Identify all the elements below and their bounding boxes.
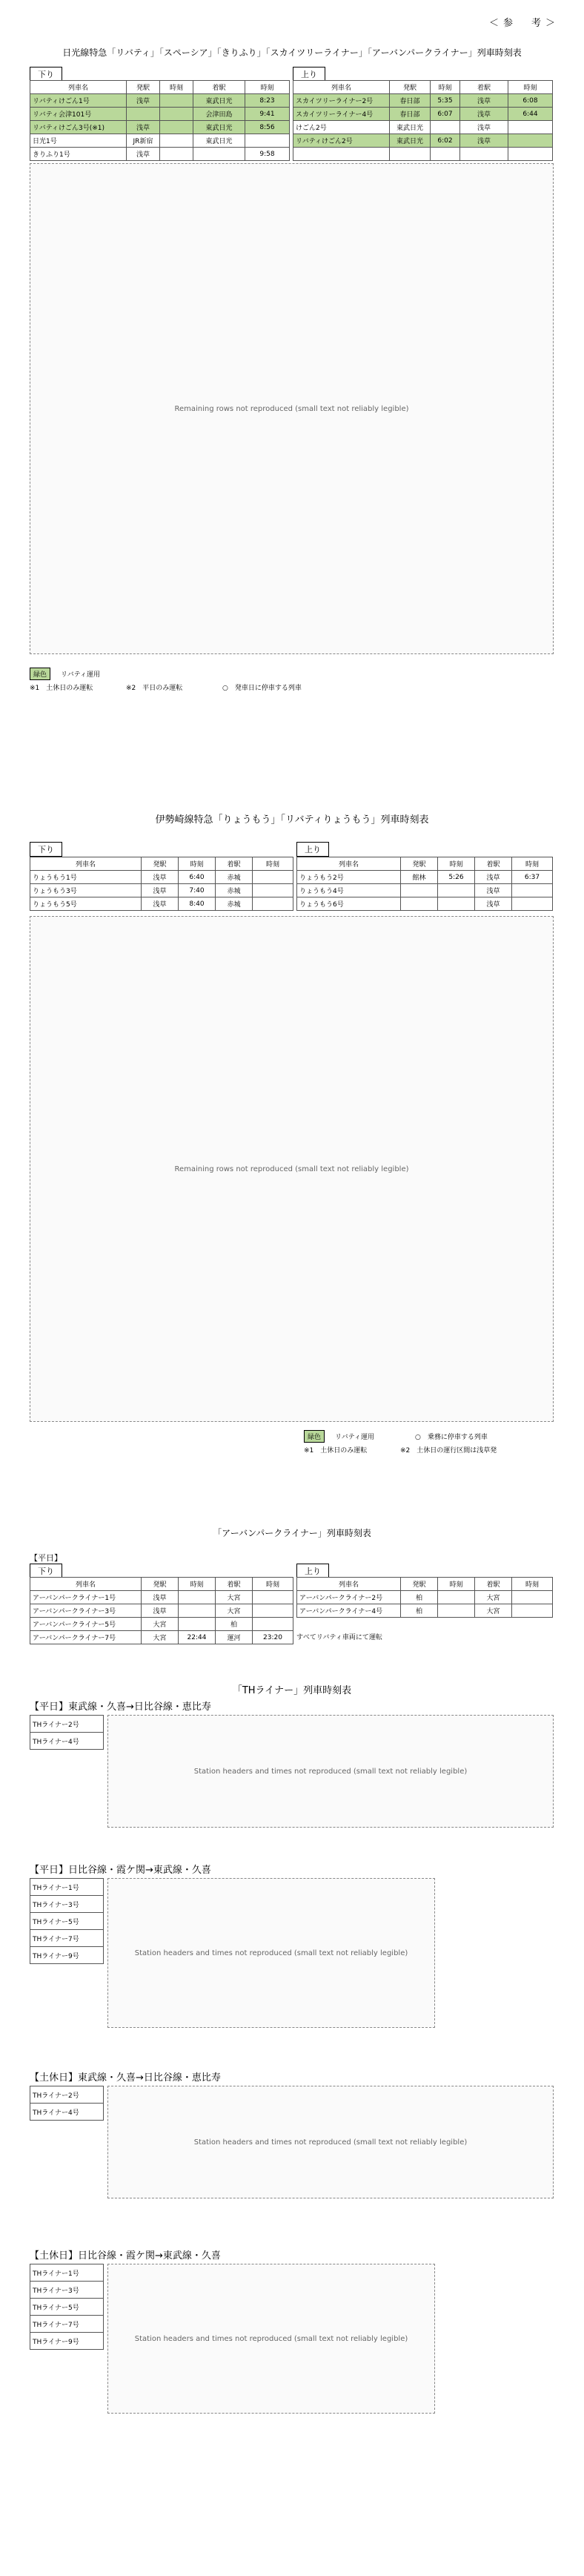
table-row: THライナー1号 (30, 2264, 104, 2282)
thliner-title: 「THライナー」列車時刻表 (232, 1685, 352, 1696)
legend-colored-text: リバティ運用 (61, 671, 101, 679)
header-time: 時刻 (253, 857, 293, 871)
urbanpark-down-table (30, 1577, 293, 1644)
header-time: 時刻 (512, 857, 553, 871)
table-row: スカイツリーライナー4号 春日部 6:07 浅草 6:44 (293, 108, 553, 121)
urbanpark-title: 「アーバンパークライナー」列車時刻表 (213, 1528, 371, 1538)
table-row: アーバンパークライナー2号 柏 大宮 (297, 1591, 553, 1604)
legend-colored-swatch: 緑色 (30, 668, 50, 680)
header-from: 発駅 (401, 857, 438, 871)
table-row: アーバンパークライナー4号 柏 大宮 (297, 1604, 553, 1618)
header-time: 時刻 (438, 857, 475, 871)
table-row: アーバンパークライナー7号 大宮 22:44 運河 23:20 (30, 1631, 293, 1644)
nikko-rows-placeholder: Remaining rows not reproduced (small text not reliably legible) (30, 163, 554, 654)
isesaki-note1: ※1 土休日のみ運転 (304, 1447, 368, 1455)
th-table-1-title: 【平日】東武線・久喜→日比谷線・恵比寿 (30, 1702, 211, 1713)
table-row: りょうもう3号 浅草 7:40 赤城 (30, 884, 293, 897)
table-row: THライナー3号 (30, 1896, 104, 1913)
header-train: 列車名 (297, 857, 401, 871)
table-row: THライナー9号 (30, 2333, 104, 2350)
header-time: 時刻 (438, 1578, 475, 1591)
table-row: アーバンパークライナー5号 大宮 柏 (30, 1618, 293, 1631)
header-to: 着駅 (475, 1578, 512, 1591)
table-row: THライナー4号 (30, 2104, 104, 2121)
header-from: 発駅 (401, 1578, 438, 1591)
th-table-2-title: 【平日】日比谷線・霞ケ関→東武線・久喜 (30, 1865, 211, 1876)
nikko-note3: ○ 発車日に停車する列車 (222, 685, 302, 692)
header-to: 着駅 (460, 81, 508, 94)
th-table-2-rows (30, 1878, 104, 1964)
header-from: 発駅 (142, 857, 179, 871)
nikko-title: 日光線特急「リバティ」「スペーシア」「きりふり」「スカイツリーライナー」「アーバンパークライナー」列車時刻表 (62, 47, 522, 58)
header-to: 着駅 (216, 857, 253, 871)
table-row: リバティけごん2号 東武日光 6:02 浅草 (293, 134, 553, 148)
th-table-3-grid-placeholder: Station headers and times not reproduced (small text not reliably legible) (107, 2086, 554, 2198)
table-row: THライナー5号 (30, 1913, 104, 1930)
nikko-note1: ※1 土休日のみ運転 (30, 685, 93, 692)
table-row: リバティけごん3号(※1) 浅草 東武日光 8:56 (30, 121, 290, 134)
th-table-3-rows (30, 2086, 104, 2121)
urbanpark-down-label: 下り (30, 1564, 62, 1578)
table-row: アーバンパークライナー1号 浅草 大宮 (30, 1591, 293, 1604)
header-time: 時刻 (431, 81, 460, 94)
table-row: りょうもう6号 浅草 (297, 897, 553, 911)
header-train: 列車名 (30, 1578, 142, 1591)
table-row: スカイツリーライナー2号 春日部 5:35 浅草 6:08 (293, 94, 553, 108)
table-row: リバティ会津101号 会津田島 9:41 (30, 108, 290, 121)
table-row: りょうもう1号 浅草 6:40 赤城 (30, 871, 293, 884)
header-to: 着駅 (193, 81, 245, 94)
header-time: 時刻 (253, 1578, 293, 1591)
isesaki-down-label: 下り (30, 842, 62, 857)
nikko-note2: ※2 平日のみ運転 (126, 685, 183, 692)
table-row: THライナー1号 (30, 1879, 104, 1896)
table-row (293, 148, 553, 161)
isesaki-up-label: 上り (296, 842, 329, 857)
reference-label: ＜参 考＞ (489, 18, 560, 29)
table-row: THライナー7号 (30, 2316, 104, 2333)
urbanpark-footnote: すべてリバティ車両にて運転 (296, 1634, 382, 1641)
header-time: 時刻 (179, 857, 216, 871)
urbanpark-up-table (296, 1577, 553, 1618)
table-row: THライナー7号 (30, 1930, 104, 1947)
header-train: 列車名 (293, 81, 390, 94)
table-row: THライナー2号 (30, 2086, 104, 2104)
header-time: 時刻 (512, 1578, 553, 1591)
table-row: アーバンパークライナー3号 浅草 大宮 (30, 1604, 293, 1618)
header-time: 時刻 (179, 1578, 216, 1591)
header-train: 列車名 (297, 1578, 401, 1591)
legend-colored-text: リバティ運用 (335, 1434, 375, 1441)
table-row: THライナー3号 (30, 2282, 104, 2299)
urbanpark-up-label: 上り (296, 1564, 329, 1578)
header-to: 着駅 (475, 857, 512, 871)
isesaki-up-table (296, 857, 553, 911)
isesaki-note2: ※2 土休日の運行区間は浅草発 (400, 1447, 497, 1455)
header-from: 発駅 (390, 81, 431, 94)
th-table-2-grid-placeholder: Station headers and times not reproduced (small text not reliably legible) (107, 1878, 435, 2028)
table-row: りょうもう4号 浅草 (297, 884, 553, 897)
header-train: 列車名 (30, 81, 127, 94)
legend-colored-swatch: 緑色 (304, 1430, 325, 1443)
th-table-4-grid-placeholder: Station headers and times not reproduced (small text not reliably legible) (107, 2264, 435, 2414)
th-table-4-title: 【土休日】日比谷線・霞ケ関→東武線・久喜 (30, 2250, 221, 2262)
table-row: THライナー5号 (30, 2299, 104, 2316)
nikko-down-table (30, 80, 290, 161)
header-to: 着駅 (216, 1578, 253, 1591)
header-time: 時刻 (160, 81, 193, 94)
isesaki-down-table (30, 857, 293, 911)
table-row: りょうもう2号 館林 5:26 浅草 6:37 (297, 871, 553, 884)
urbanpark-weekday-label: 【平日】 (30, 1553, 62, 1563)
header-time: 時刻 (508, 81, 553, 94)
table-row: THライナー2号 (30, 1716, 104, 1733)
nikko-up-table (293, 80, 553, 161)
table-row: きりふり1号 浅草 9:58 (30, 148, 290, 161)
table-row: 日光1号 JR新宿 東武日光 (30, 134, 290, 148)
th-table-1-rows (30, 1715, 104, 1750)
table-row: THライナー9号 (30, 1947, 104, 1964)
table-row: りょうもう5号 浅草 8:40 赤城 (30, 897, 293, 911)
nikko-down-label: 下り (30, 67, 62, 82)
table-row: けごん2号 東武日光 浅草 (293, 121, 553, 134)
table-row: THライナー4号 (30, 1733, 104, 1750)
isesaki-rows-placeholder: Remaining rows not reproduced (small text not reliably legible) (30, 916, 554, 1422)
nikko-up-label: 上り (293, 67, 325, 82)
th-table-4-rows (30, 2264, 104, 2350)
header-train: 列車名 (30, 857, 142, 871)
header-from: 発駅 (142, 1578, 179, 1591)
table-row: リバティけごん1号 浅草 東武日光 8:23 (30, 94, 290, 108)
th-table-1-grid-placeholder: Station headers and times not reproduced (small text not reliably legible) (107, 1715, 554, 1828)
header-time: 時刻 (245, 81, 290, 94)
header-from: 発駅 (127, 81, 160, 94)
isesaki-title: 伊勢崎線特急「りょうもう」「リバティりょうもう」列車時刻表 (155, 814, 429, 826)
th-table-3-title: 【土休日】東武線・久喜→日比谷線・恵比寿 (30, 2072, 221, 2083)
legend-circle-text: ○ 乗務に停車する列車 (415, 1434, 488, 1441)
